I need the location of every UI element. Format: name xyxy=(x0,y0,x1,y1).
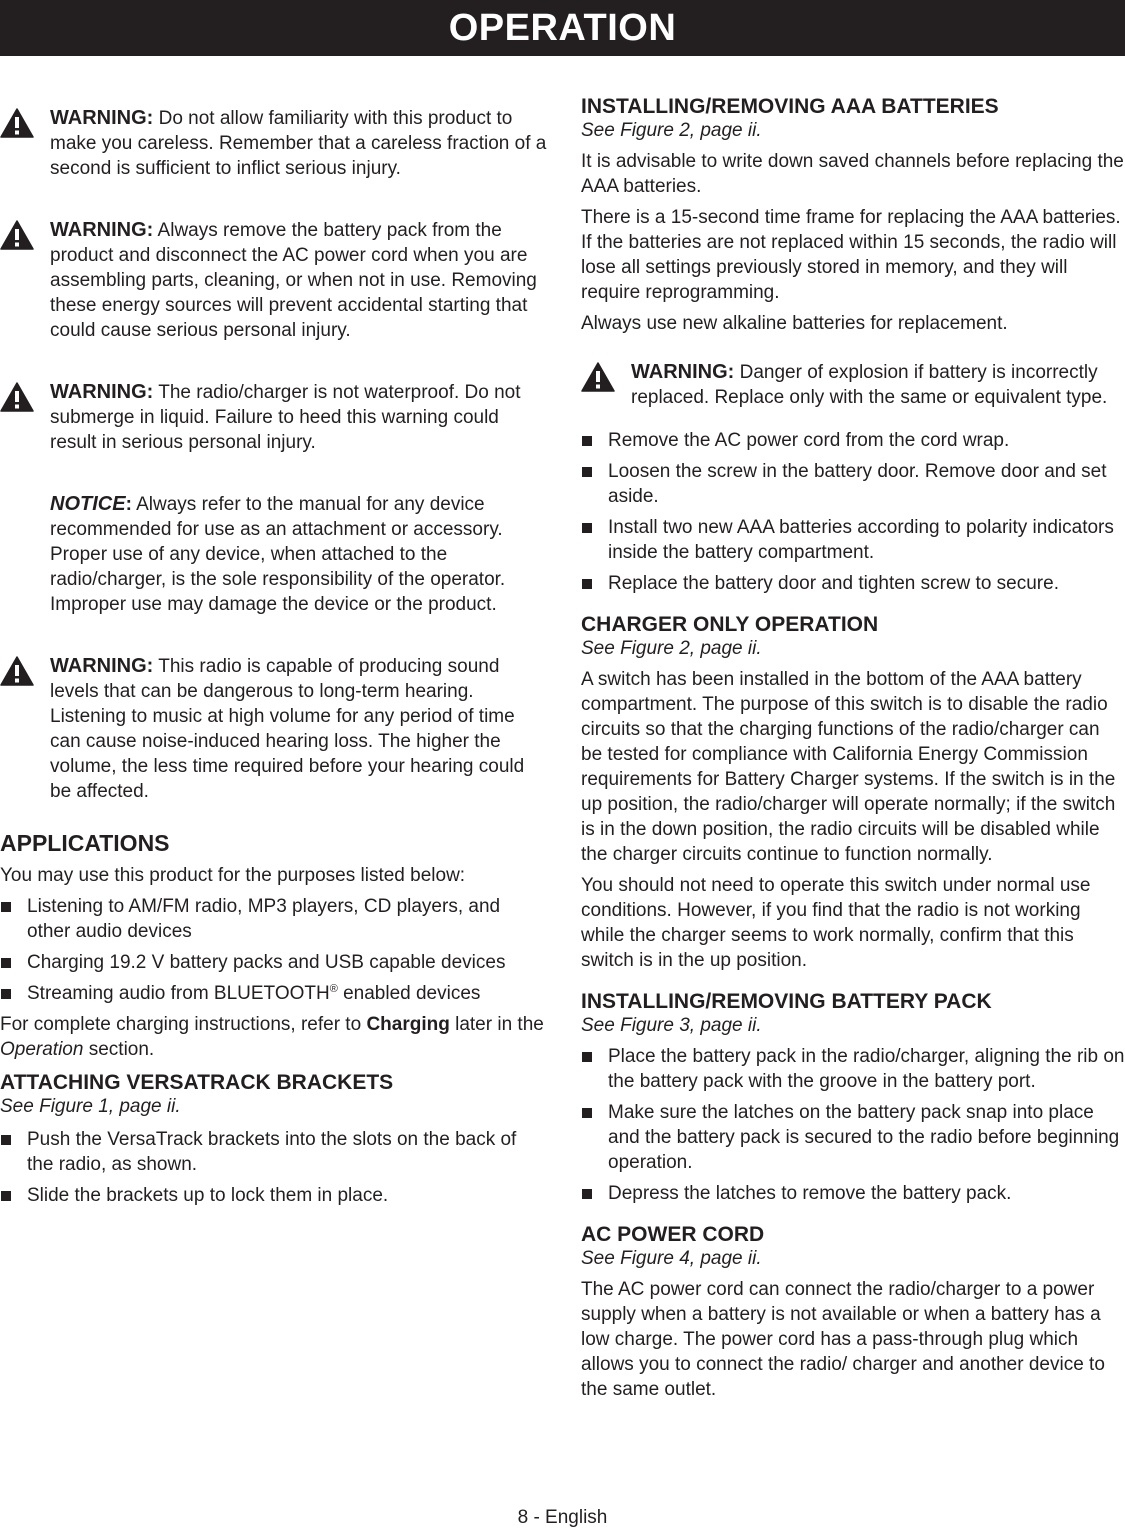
notice-colon: : xyxy=(125,494,132,515)
bullet-icon xyxy=(582,523,592,533)
warning-text: The radio/charger is not waterproof. Do not submerge in liquid. Failure to heed this warning could result in serious personal injury. xyxy=(50,382,521,453)
list-item: Place the battery pack in the radio/charger, aligning the rib on the battery pack with the groove in the battery port. xyxy=(581,1044,1125,1094)
notice-attachments xyxy=(0,492,548,617)
aaa-figure-ref: See Figure 2, page ii. xyxy=(581,120,762,141)
bullet-icon xyxy=(582,436,592,446)
list-item: Replace the battery door and tighten screw to secure. xyxy=(581,571,1125,596)
applications-heading: APPLICATIONS xyxy=(0,830,170,856)
warning-text: Do not allow familiarity with this product to make you careless. Remember that a careless fraction of a second is sufficient to inflict serious injury. xyxy=(50,108,547,179)
warning-remove-battery xyxy=(0,218,548,343)
warning-hearing xyxy=(0,654,548,804)
charger-figure-ref: See Figure 2, page ii. xyxy=(581,638,762,659)
notice-label: NOTICE xyxy=(50,493,126,515)
aaa-steps-list xyxy=(581,428,1125,596)
warning-label: WARNING: xyxy=(50,107,154,129)
charging-reference: For complete charging instructions, refer to Charging later in the Operation section. xyxy=(0,1014,544,1060)
battery-pack-figure-ref: See Figure 3, page ii. xyxy=(581,1015,762,1036)
aaa-paragraph-2: There is a 15-second time frame for replacing the AAA batteries. If the batteries are not replaced within 15 seconds, the radio will lose all settings previously stored in memory, and they will require reprogramming. xyxy=(581,207,1121,303)
versatrack-heading: ATTACHING VERSATRACK BRACKETS xyxy=(0,1071,394,1094)
warning-label: WARNING: xyxy=(50,655,154,677)
warning-waterproof xyxy=(0,380,548,455)
page-title: OPERATION xyxy=(448,6,677,49)
bullet-icon xyxy=(1,989,11,999)
right-column xyxy=(581,92,1125,1402)
warning-text: Always remove the battery pack from the product and disconnect the AC power cord when you are assembling parts, cleaning, or when not in use. Removing these energy sources will prevent accidental starting that could cause serious personal injury. xyxy=(50,220,537,341)
bullet-icon xyxy=(582,1189,592,1199)
ac-power-paragraph: The AC power cord can connect the radio/charger to a power supply when a battery is not available or when a battery has a low charge. The power cord has a pass-through plug which allows you to connect the radio/ charger and another device to the same outlet. xyxy=(581,1279,1105,1400)
warning-icon xyxy=(581,362,615,392)
bullet-icon xyxy=(582,1108,592,1118)
list-item: Make sure the latches on the battery pack snap into place and the battery pack is secured to the radio before beginning operation. xyxy=(581,1100,1125,1175)
operation-ref-italic: Operation xyxy=(0,1039,84,1060)
versatrack-list xyxy=(0,1127,548,1208)
bullet-icon xyxy=(1,1191,11,1201)
aaa-paragraph-3: Always use new alkaline batteries for replacement. xyxy=(581,313,1008,334)
warning-icon xyxy=(0,108,34,138)
registered-mark: ® xyxy=(329,983,338,995)
list-item: Push the VersaTrack brackets into the slots on the back of the radio, as shown. xyxy=(0,1127,548,1177)
bullet-icon xyxy=(582,1052,592,1062)
aaa-paragraph-1: It is advisable to write down saved channels before replacing the AAA batteries. xyxy=(581,151,1124,197)
list-item: Remove the AC power cord from the cord wrap. xyxy=(581,428,1125,453)
list-item: Loosen the screw in the battery door. Remove door and set aside. xyxy=(581,459,1125,509)
warning-familiarity xyxy=(0,106,548,181)
bullet-icon xyxy=(1,902,11,912)
aaa-heading: INSTALLING/REMOVING AAA BATTERIES xyxy=(581,95,999,118)
notice-text: Always refer to the manual for any device recommended for use as an attachment or accessory. Proper use of any device, when attached to the radio/charger, is the sole responsibility of the operator. Improper use may damage the device or the product. xyxy=(50,494,506,615)
battery-pack-heading: INSTALLING/REMOVING BATTERY PACK xyxy=(581,990,992,1013)
warning-label: WARNING: xyxy=(50,381,154,403)
charger-paragraph-1: A switch has been installed in the bottom of the AAA battery compartment. The purpose of this switch is to disable the radio circuits so that the charging functions of the radio/charger can be tested for compliance with California Energy Commission requirements for Battery Charger systems. If the switch is in the up position, the radio/charger will operate normally; if the switch is in the down position, the radio circuits will be disabled while the charger circuits continue to function normally. xyxy=(581,669,1116,865)
charger-paragraph-2: You should not need to operate this switch under normal use conditions. However, if you find that the radio is not working while the charger seems to work normally, confirm that this switch is in the up position. xyxy=(581,875,1091,971)
applications-list xyxy=(0,894,548,1006)
bullet-icon xyxy=(582,467,592,477)
page-footer: 8 - English xyxy=(517,1507,608,1528)
warning-explosion xyxy=(581,360,1125,410)
charger-only-heading: CHARGER ONLY OPERATION xyxy=(581,613,879,636)
warning-icon xyxy=(0,382,34,412)
versatrack-figure-ref: See Figure 1, page ii. xyxy=(0,1096,181,1117)
list-item: Listening to AM/FM radio, MP3 players, CD players, and other audio devices xyxy=(0,894,548,944)
warning-icon xyxy=(0,220,34,250)
warning-text: Danger of explosion if battery is incorrectly replaced. Replace only with the same or equivalent type. xyxy=(631,362,1108,408)
list-item: Charging 19.2 V battery packs and USB capable devices xyxy=(0,950,548,975)
list-item: Depress the latches to remove the battery pack. xyxy=(581,1181,1125,1206)
warning-label: WARNING: xyxy=(631,361,735,383)
list-item: Install two new AAA batteries according to polarity indicators inside the battery compartment. xyxy=(581,515,1125,565)
warning-icon xyxy=(0,656,34,686)
list-item: Slide the brackets up to lock them in place. xyxy=(0,1183,548,1208)
bullet-icon xyxy=(582,579,592,589)
ac-power-heading: AC POWER CORD xyxy=(581,1223,765,1246)
left-column xyxy=(0,92,548,1208)
warning-text: This radio is capable of producing sound levels that can be dangerous to long-term hearing. Listening to music at high volume for any period of time can cause noise-induced hearing loss. The higher the volume, the less time required before your hearing could be affected. xyxy=(50,656,525,802)
battery-pack-list xyxy=(581,1044,1125,1206)
applications-intro: You may use this product for the purposes listed below: xyxy=(0,865,466,886)
ac-power-figure-ref: See Figure 4, page ii. xyxy=(581,1248,762,1269)
header-bar xyxy=(0,0,1125,56)
bullet-icon xyxy=(1,1135,11,1145)
bullet-icon xyxy=(1,958,11,968)
list-item: Streaming audio from BLUETOOTH® enabled devices xyxy=(0,981,548,1006)
warning-label: WARNING: xyxy=(50,219,154,241)
charging-ref-bold: Charging xyxy=(366,1014,450,1035)
